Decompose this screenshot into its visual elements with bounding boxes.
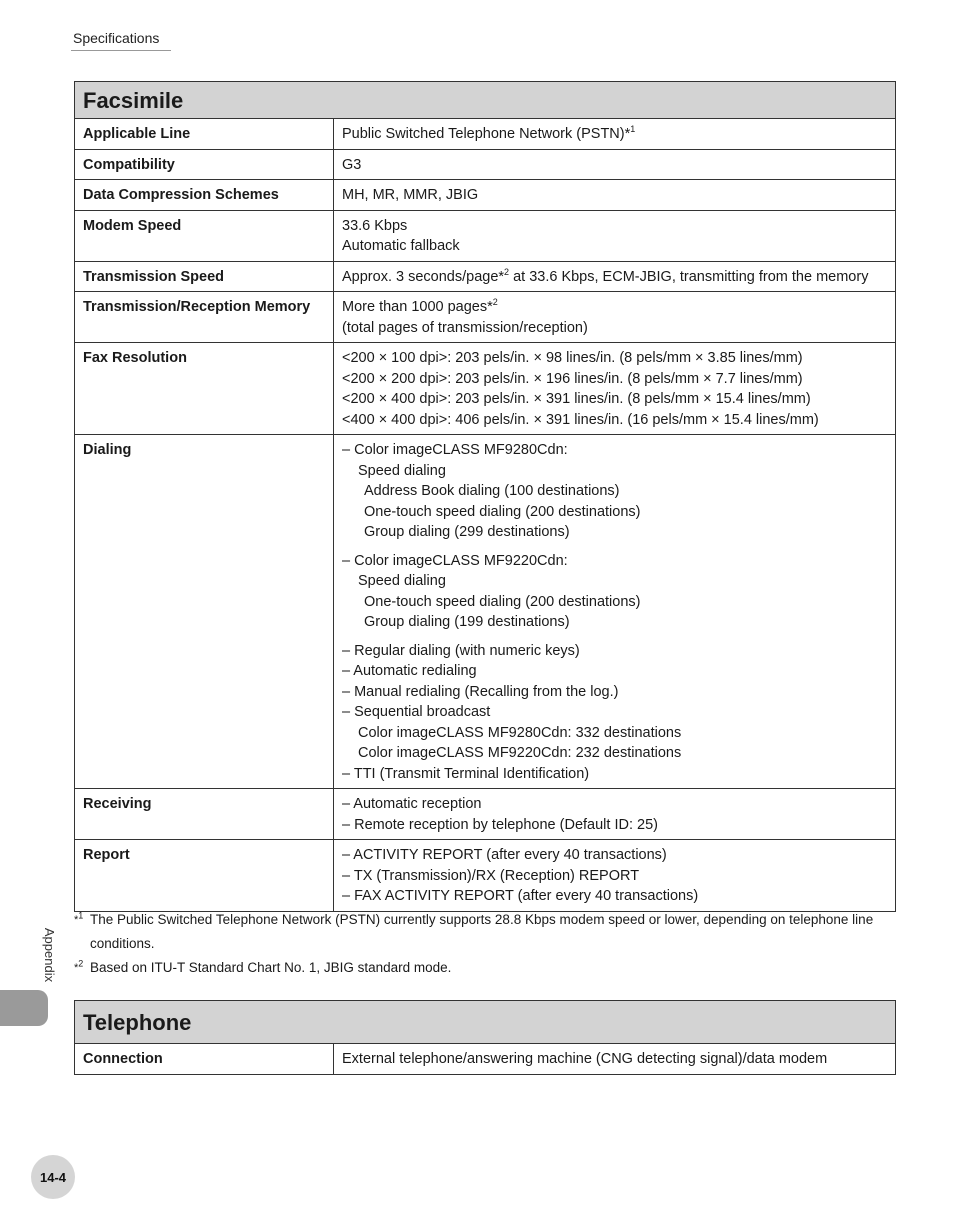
footnote-text: The Public Switched Telephone Network (PSTN) currently supports 28.8 Kbps modem speed or lower, depending on telephone line conditions. [90,912,874,951]
spec-value-line: – Automatic reception [342,796,482,812]
telephone-title: Telephone [75,1001,896,1044]
dialing-block [342,440,887,543]
spec-value-text: Approx. 3 seconds/page*$^2$ at 33.6 Kbps, ECM-JBIG, transmitting from the memory [342,266,869,285]
spec-value [334,840,896,912]
spec-value-line: – TX (Transmission)/RX (Reception) REPORT [342,867,640,884]
spec-label: Dialing [75,435,334,789]
table-row [75,261,896,292]
spec-value-line: One-touch speed dialing (200 destinations) [364,593,641,610]
spec-value-line: – Color imageCLASS MF9220Cdn: [342,552,568,569]
spec-value [334,435,896,789]
table-row [75,292,896,343]
spec-label: Fax Resolution [75,343,334,435]
spec-value [334,210,896,261]
spec-value: MH, MR, MMR, JBIG [334,180,896,211]
spec-value-line: Address Book dialing (100 destinations) [364,483,620,499]
spec-value: External telephone/answering machine (CNG detecting signal)/data modem [334,1044,896,1075]
spec-value-line: Group dialing (199 destinations) [364,614,570,630]
spec-value [334,789,896,840]
table-row [75,1044,896,1075]
spec-value-line: – Sequential broadcast [342,704,491,720]
spec-label: Data Compression Schemes [75,180,334,211]
running-header: Specifications [73,30,160,46]
table-row [75,789,896,840]
spec-value-line: – Automatic redialing [342,663,477,679]
spec-value-line: <400 × 400 dpi>: 406 pels/in. × 391 lines/in. (16 pels/mm × 15.4 lines/mm) [342,411,819,428]
spec-value-line: Color imageCLASS MF9280Cdn: 332 destinations [358,724,682,741]
spec-value-line: (total pages of transmission/reception) [342,319,588,336]
spec-value-line: Automatic fallback [342,238,460,254]
spec-value: G3 [334,149,896,180]
spec-value-line: <200 × 100 dpi>: 203 pels/in. × 98 lines/in. (8 pels/mm × 3.85 lines/mm) [342,350,803,366]
spec-value [334,261,896,292]
footnote-mark: *$^2$ [74,958,84,974]
dialing-block [342,551,887,633]
spec-value-text: Public Switched Telephone Network (PSTN)*$^1$ [342,124,636,142]
footnotes [74,908,896,980]
appendix-tab[interactable] [0,990,48,1026]
spec-value-line: – Manual redialing (Recalling from the log.) [342,683,619,700]
footnote-mark: *$^1$ [74,910,84,926]
spec-value-line: Speed dialing [358,462,446,479]
spec-value-line: Color imageCLASS MF9220Cdn: 232 destinations [358,745,682,761]
spec-label: Report [75,840,334,912]
footnote [74,908,896,956]
spec-value-line: – Color imageCLASS MF9280Cdn: [342,442,568,458]
dialing-block [342,641,887,785]
spec-value-line: – ACTIVITY REPORT (after every 40 transactions) [342,847,667,863]
table-row [75,840,896,912]
spec-value [334,119,896,150]
spec-value [334,292,896,343]
spec-value-line: Speed dialing [358,573,446,589]
spec-value-line: <200 × 400 dpi>: 203 pels/in. × 391 lines/in. (8 pels/mm × 15.4 lines/mm) [342,391,811,407]
spec-value-line: – FAX ACTIVITY REPORT (after every 40 transactions) [342,888,699,904]
facsimile-table [74,81,896,912]
table-row [75,435,896,789]
footnote [74,956,896,980]
spec-label: Modem Speed [75,210,334,261]
spec-label: Connection [75,1044,334,1075]
table-row [75,119,896,150]
spec-value-line: 33.6 Kbps [342,217,408,234]
spec-value [334,343,896,435]
spec-value-line: – Remote reception by telephone (Default ID: 25) [342,816,658,833]
spec-label: Applicable Line [75,119,334,150]
page-number: 14-4 [31,1155,75,1199]
spec-label: Transmission/Reception Memory [75,292,334,343]
table-row [75,149,896,180]
spec-value-line: More than 1000 pages*$^2$ [342,297,498,315]
spec-value-line: One-touch speed dialing (200 destinations) [364,503,641,520]
table-row [75,210,896,261]
spec-value-line: – Regular dialing (with numeric keys) [342,642,580,659]
table-row [75,180,896,211]
table-row [75,343,896,435]
appendix-tab-label: Appendix [42,927,57,983]
spec-value-line: – TTI (Transmit Terminal Identification) [342,765,590,782]
spec-value-line: <200 × 200 dpi>: 203 pels/in. × 196 lines/in. (8 pels/mm × 7.7 lines/mm) [342,370,803,387]
facsimile-title: Facsimile [75,82,896,119]
spec-label: Transmission Speed [75,261,334,292]
header-divider [71,50,171,51]
telephone-table [74,1000,896,1075]
footnote-text: Based on ITU-T Standard Chart No. 1, JBIG standard mode. [90,960,452,975]
spec-label: Compatibility [75,149,334,180]
spec-value-line: Group dialing (299 destinations) [364,524,570,540]
spec-label: Receiving [75,789,334,840]
